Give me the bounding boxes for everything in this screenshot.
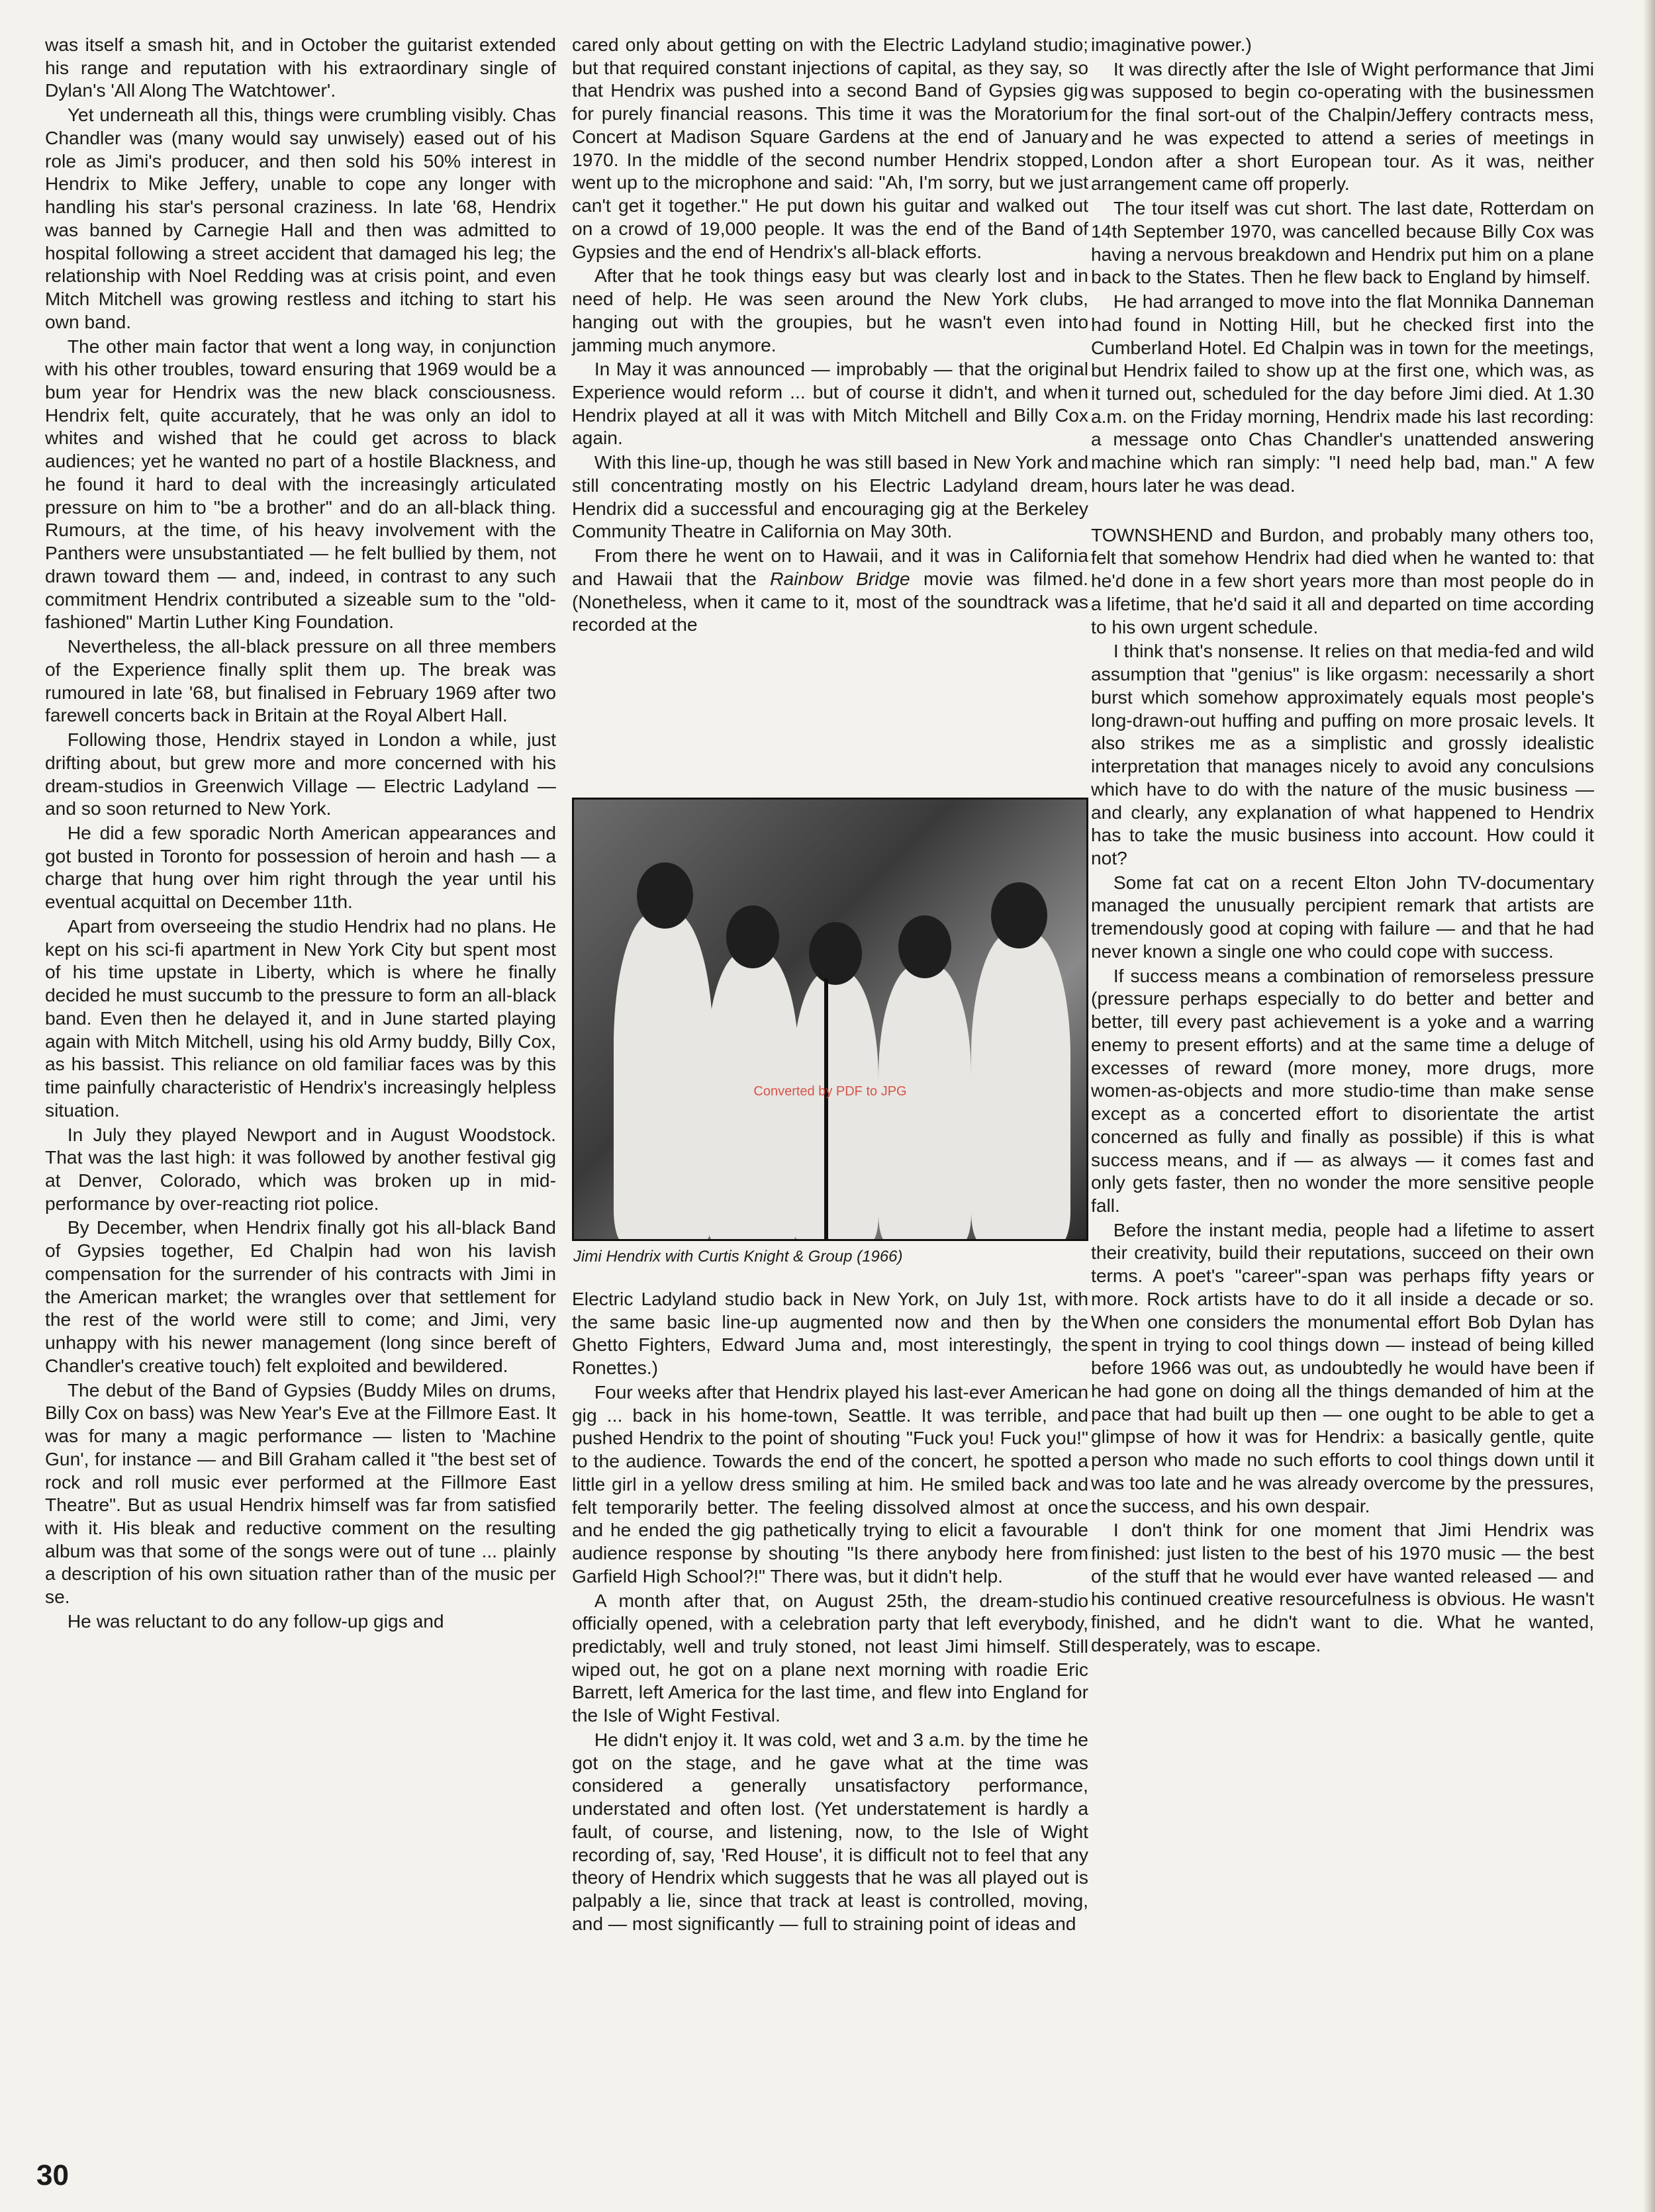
paragraph: was itself a smash hit, and in October the guitarist extended his range and reputation with his extraordinary single of Dylan's 'All Along The Watchtower'. bbox=[45, 34, 556, 101]
paragraph: Nevertheless, the all-black pressure on all three members of the Experience finally split them up. The break was rumoured in late '68, but finalised in February 1969 after two farewell concerts back in Britain at the Royal Albert Hall. bbox=[45, 635, 556, 726]
page-edge-shadow bbox=[1643, 0, 1655, 2212]
paragraph: I don't think for one moment that Jimi Hendrix was finished: just listen to the best of his 1970 music — the best of the stuff that he would ever have wanted released — and his continued creative resourcefulness is obvious. He wasn't finished, and he didn't want to die. What he wanted, desperately, was to escape. bbox=[1091, 1519, 1594, 1655]
watermark-text: Converted by PDF to JPG bbox=[753, 1084, 907, 1099]
paragraph: imaginative power.) bbox=[1091, 34, 1252, 55]
page-number: 30 bbox=[36, 2159, 69, 2191]
paragraph: Electric Ladyland studio back in New York, on July 1st, with the same basic line-up augmented now and then by the Ghetto Fighters, Edward Juma and, most interestingly, the Ronettes.) bbox=[572, 1288, 1088, 1379]
figure-shape bbox=[792, 972, 878, 1241]
paragraph: Apart from overseeing the studio Hendrix had no plans. He kept on his sci-fi apartment in New York City but spent most of his time upstate in Liberty, which is where he finally decided he must succumb to the pressure to form an all-black band. Even then he delayed it, and in June started playing again with Mitch Mitchell, using his old Army buddy, Billy Cox, as his bassist. This reliance on old familiar faces was by this time painfully characteristic of Hendrix's increasingly helpless situation. bbox=[45, 915, 556, 1121]
paragraph: After that he took things easy but was clearly lost and in need of help. He was seen around the New York clubs, hanging out with the groupies, but he wasn't even into jamming much anymore. bbox=[572, 265, 1088, 355]
head-shape bbox=[991, 882, 1047, 948]
paragraph: In July they played Newport and in August Woodstock. That was the last high: it was followed by another festival gig at Denver, Colorado, which was broken up in mid-performance by over-reacting riot police. bbox=[45, 1123, 556, 1214]
column-2-bottom bbox=[572, 1287, 1088, 1937]
paragraph: He had arranged to move into the flat Monnika Danneman had found in Notting Hill, but he checked first into the Cumberland Hotel. Ed Chalpin was in town for the meetings, but Hendrix failed to show up at the first one, which was, as it turned out, scheduled for the day before Jimi died. At 1.30 a.m. on the Friday morning, Hendrix made his last recording: a message onto Chas Chandler's unattended answering machine which ran simply: "I need help bad, man." A few hours later he was dead. bbox=[1091, 291, 1594, 496]
paragraph: Some fat cat on a recent Elton John TV-documentary managed the unusually percipient remark that artists are tremendously good at coping with failure — and that he had never known a single one who could cope with success. bbox=[1091, 871, 1594, 962]
paragraph: The debut of the Band of Gypsies (Buddy Miles on drums, Billy Cox on bass) was New Year's Eve at the Fillmore East. It was for many a magic performance — listen to 'Machine Gun', for instance — and Bill Graham called it "the best set of rock and roll music ever performed at the Fillmore East Theatre". But as usual Hendrix himself was far from satisfied with it. His bleak and reductive comment on the resulting album was that some of the songs were out of tune ... plainly a description of his own situation rather than of the music per se. bbox=[45, 1379, 556, 1608]
paragraph-rainbow-bridge bbox=[572, 544, 1088, 636]
paragraph: TOWNSHEND and Burdon, and probably many others too, felt that somehow Hendrix had died when he wanted to: that he'd done in a few short years more than most people do in a lifetime, that he'd said it all and departed on time according to his own urgent schedule. bbox=[1091, 524, 1594, 637]
head-shape bbox=[637, 862, 693, 929]
text-run: movie was filmed. (Nonetheless, when it came to it, most of the soundtrack was recorded at the bbox=[572, 567, 1088, 635]
paragraph: He didn't enjoy it. It was cold, wet and 3 a.m. by the time he got on the stage, and he gave what at the time was considered a generally unsatisfactory performance, understated and often lost. (Yet understatement is hardly a fault, of course, and listening, now, to the Isle of Wight recording of, say, 'Red House', it is difficult not to feel that any theory of Hendrix which suggests that he was all played out is palpably a lie, since that track at least is controlled, moving, and — most significantly — full to straining point of ideas and bbox=[572, 1728, 1088, 1934]
paragraph: The other main factor that went a long way, in conjunction with his other troubles, toward ensuring that 1969 would be a bum year for Hendrix was the new black consciousness. Hendrix felt, quite accurately, that he was only an idol to whites and wished that he could get across to black audiences; yet he wanted no part of a hostile Blackness, and he found it hard to deal with the increasingly articulated pressure on him to "be a brother" and do an all-black thing. Rumours, at the time, of his heavy involvement with the Panthers were unsubstantiated — he felt bullied by them, not drawn toward them — and, indeed, in contrast to any such commitment Hendrix contributed a sizeable sum to the "old-fashioned" Martin Luther King Foundation. bbox=[45, 335, 556, 633]
paragraph: He did a few sporadic North American appearances and got busted in Toronto for possession of heroin and hash — a charge that hung over him right through the year until his eventual acquittal on December 11th. bbox=[45, 821, 556, 913]
figure-shape bbox=[614, 912, 713, 1241]
microphone-stand bbox=[824, 978, 828, 1241]
paragraph: Following those, Hendrix stayed in London a while, just drifting about, but grew more and more concerned with his dream-studios in Greenwich Village — Electric Ladyland — and so soon returned to New York. bbox=[45, 729, 556, 819]
band-photo bbox=[572, 798, 1088, 1241]
column-1 bbox=[45, 33, 556, 1634]
paragraph: Four weeks after that Hendrix played his last-ever American gig ... back in his home-town, Seattle. It was terrible, and pushed Hendrix to the point of shouting "Fuck you! Fuck you!" to the audience. Towards the end of the concert, he spotted a little girl in a yellow dress smiling at him. He smiled back and felt temporarily better. The feeling dissolved almost at once and he ended the gig pathetically trying to elicit a favourable audience response by shouting "Is there anybody here from Garfield High School?!" There was, but it didn't help. bbox=[572, 1381, 1088, 1587]
paragraph: With this line-up, though he was still based in New York and still concentrating mostly on his Electric Ladyland dream, Hendrix did a successful and encouraging gig at the Berkeley Community Theatre in California on May 30th. bbox=[572, 451, 1088, 542]
text-run: From there he went on to Hawaii, and it was in California and Hawaii that the bbox=[572, 545, 1088, 589]
paragraph: I think that's nonsense. It relies on that media-fed and wild assumption that "genius" is like orgasm: necessarily a short burst which somehow approximately equals most people's long-drawn-out huffing and puffing on more prosaic levels. It also strikes me as a simplistic and grossly idealistic interpretation that manages nicely to avoid any conculsions which have to do with the nature of the music business — and clearly, any explanation of what happened to Hendrix has to take the music business into account. How could it not? bbox=[1091, 640, 1594, 868]
paragraph: Before the instant media, people had a lifetime to assert their creativity, build their reputations, succeed on their own terms. A poet's "career"-span was perhaps fifty years or more. Rock artists have to do it all inside a decade or so. When one considers the monumental effort Bob Dylan has spent in trying to cool things down — instead of being killed before 1966 was out, as undoubtedly he would have been if he had gone on doing all the things demanded of him at the pace that had built up then — one ought to be able to get a glimpse of how it was for Hendrix: a basically gentle, quite person who made no such efforts to cool things down until it was too late and he was already overcome by the pressures, the success, and his own despair. bbox=[1091, 1219, 1594, 1516]
paragraph: cared only about getting on with the Electric Ladyland studio; but that required constant injections of capital, as they say, so that Hendrix was pushed into a second Band of Gypsies gig for purely financial reasons. This time it was the Moratorium Concert at Madison Square Gardens at the end of January 1970. In the middle of the second number Hendrix stopped, went up to the microphone and said: "Ah, I'm sorry, but we just can't get it together." He put down his guitar and walked out on a crowd of 19,000 people. It was the end of the Band of Gypsies and the end of Hendrix's all-black efforts. bbox=[572, 34, 1088, 262]
column-2-top bbox=[572, 33, 1088, 637]
film-title: Rainbow Bridge bbox=[770, 567, 910, 589]
paragraph: Yet underneath all this, things were crumbling visibly. Chas Chandler was (many would say unwisely) eased out of his role as Jimi's producer, and then sold his 50% interest in Hendrix to Mike Jeffery, unable to cope any longer with handling his star's personal craziness. In late '68, Hendrix was banned by Carnegie Hall and then was admitted to hospital following a street accident that damaged his leg; the relationship with Noel Redding was at crisis point, and even Mitch Mitchell was growing restless and itching to start his own band. bbox=[45, 104, 556, 332]
head-shape bbox=[726, 905, 779, 968]
paragraph: If success means a combination of remorseless pressure (pressure perhaps especially to do better and better and better, till every past achievement is a yoke and a warring enemy to present efforts) and at the same time a deluge of excesses of reward (more money, more drugs, more women-as-objects and more studio-time than make sense except as a concerted effort to disorientate the artist concerned as fully and finally as possible) if this is what success means, and if — as always — it comes fast and only gets faster, then no wonder the more sensitive people fall. bbox=[1091, 964, 1594, 1216]
head-shape bbox=[898, 915, 951, 978]
paragraph: In May it was announced — improbably — that the original Experience would reform ... but of course it didn't, and when Hendrix played at all it was with Mitch Mitchell and Billy Cox again. bbox=[572, 358, 1088, 449]
paragraph: By December, when Hendrix finally got his all-black Band of Gypsies together, Ed Chalpin had won his lavish compensation for the surrender of his contracts with Jimi in the American market; the wrangles over that settlement for the rest of the world were still to come; and Jimi, very unhappy with his newer management (long since bereft of Chandler's creative touch) felt exploited and bewildered. bbox=[45, 1217, 556, 1376]
photo-caption: Jimi Hendrix with Curtis Knight & Group (1966) bbox=[573, 1248, 903, 1266]
paragraph: A month after that, on August 25th, the dream-studio officially opened, with a celebration party that left everybody, predictably, well and truly stoned, not least Jimi himself. Still wiped out, he got on a plane next morning with roadie Eric Barrett, left America for the last time, and flew into England for the Isle of Wight Festival. bbox=[572, 1589, 1088, 1726]
paragraph: The tour itself was cut short. The last date, Rotterdam on 14th September 1970, was cancelled because Billy Cox was having a nervous breakdown and Hendrix put him on a plane back to the States. Then he flew back to England by himself. bbox=[1091, 197, 1594, 288]
paragraph: It was directly after the Isle of Wight performance that Jimi was supposed to begin co-operating with the businessmen for the final sort-out of the Chalpin/Jeffery contracts mess, and he was expected to attend a series of meetings in London after a short European tour. As it was, neither arrangement came off properly. bbox=[1091, 58, 1594, 195]
figure-shape bbox=[878, 965, 971, 1241]
head-shape bbox=[809, 922, 862, 985]
column-3 bbox=[1091, 33, 1594, 1658]
paragraph: He was reluctant to do any follow-up gigs and bbox=[67, 1610, 444, 1632]
